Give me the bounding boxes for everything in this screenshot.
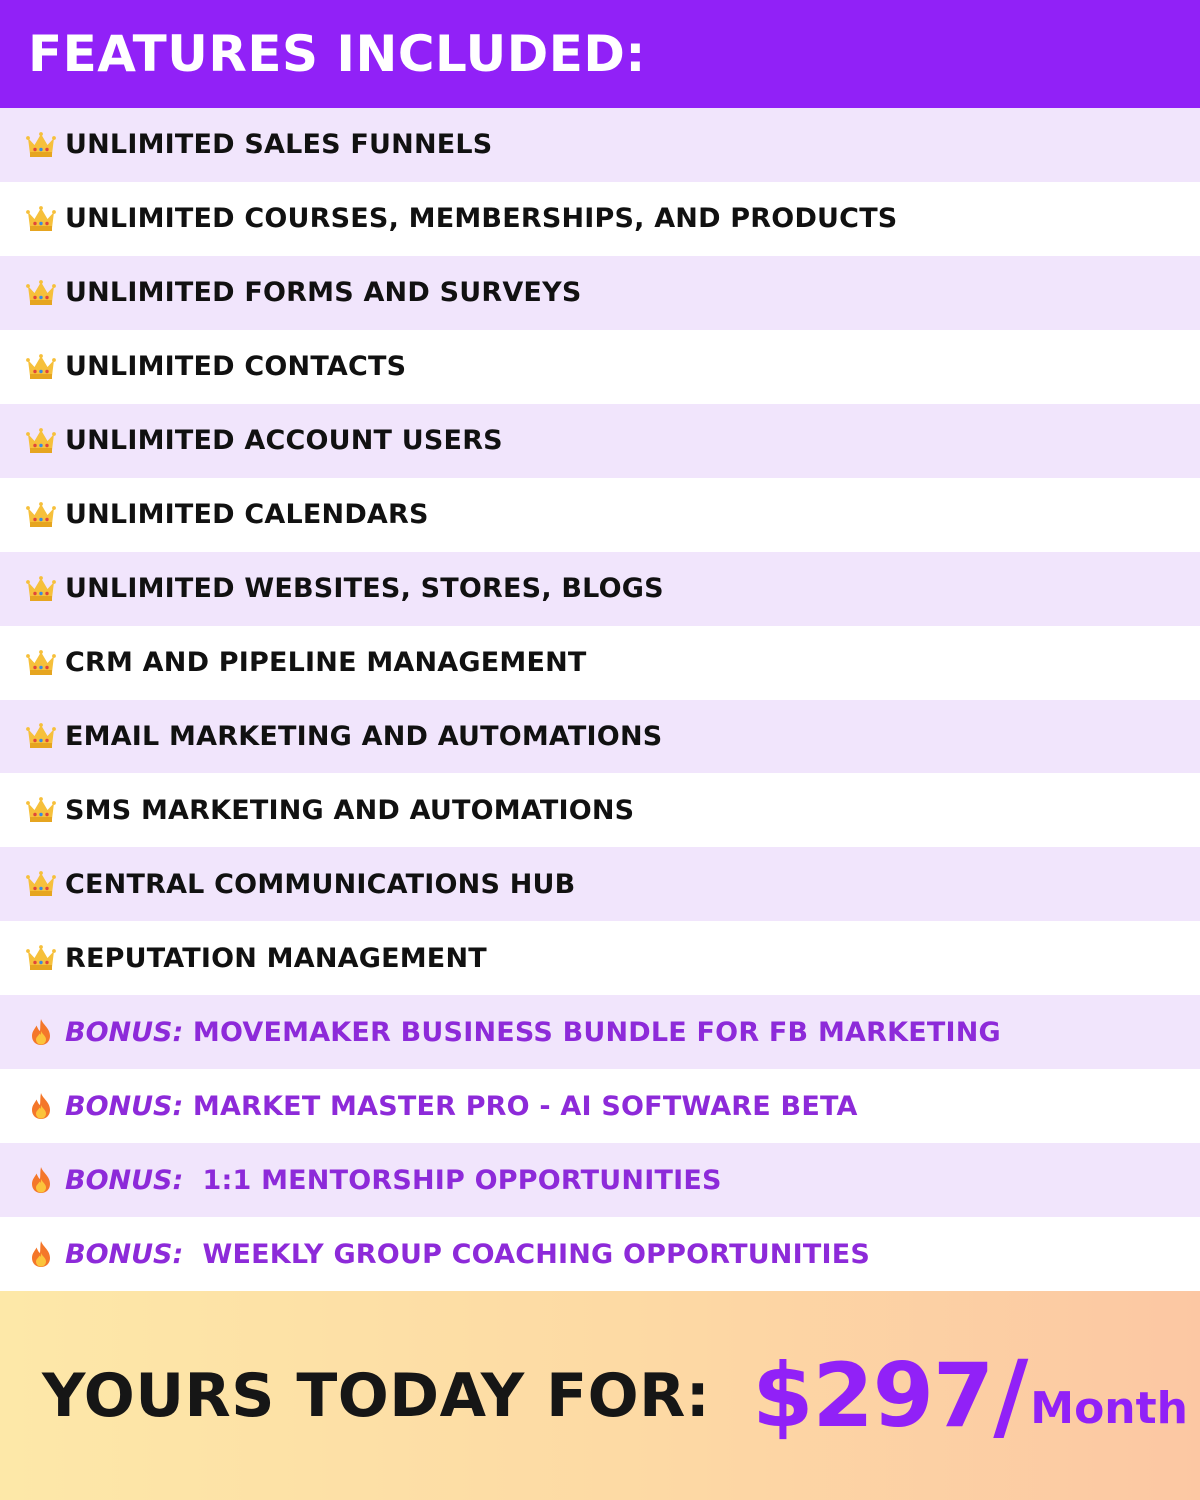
feature-text: UNLIMITED SALES FUNNELS	[65, 129, 493, 161]
bonus-item	[0, 1143, 1200, 1217]
crown-icon	[26, 648, 56, 678]
crown-icon	[26, 426, 56, 456]
bonus-label: BONUS:	[65, 1238, 184, 1270]
features-header	[0, 0, 1200, 108]
price-amount: $297	[752, 1344, 994, 1447]
feature-item	[0, 108, 1200, 182]
crown-icon	[26, 869, 56, 899]
feature-text: SMS MARKETING AND AUTOMATIONS	[65, 794, 635, 826]
bonus-item	[0, 1217, 1200, 1291]
bonus-text: WEEKLY GROUP COACHING OPPORTUNITIES	[183, 1238, 871, 1270]
feature-item	[0, 478, 1200, 552]
feature-item	[0, 552, 1200, 626]
fire-icon	[26, 1165, 56, 1195]
bonus-text: MOVEMAKER BUSINESS BUNDLE FOR FB MARKETING	[183, 1016, 1001, 1048]
feature-text: CENTRAL COMMUNICATIONS HUB	[65, 868, 576, 900]
price-label: YOURS TODAY FOR:	[42, 1360, 711, 1431]
feature-text: UNLIMITED CONTACTS	[65, 351, 407, 383]
feature-text: CRM AND PIPELINE MANAGEMENT	[65, 647, 587, 679]
bonus-label: BONUS:	[65, 1164, 184, 1196]
feature-item	[0, 626, 1200, 700]
feature-text: UNLIMITED COURSES, MEMBERSHIPS, AND PRODUCTS	[65, 203, 898, 235]
feature-item	[0, 330, 1200, 404]
crown-icon	[26, 352, 56, 382]
fire-icon	[26, 1239, 56, 1269]
bonus-text: 1:1 MENTORSHIP OPPORTUNITIES	[183, 1164, 722, 1196]
bonus-text: MARKET MASTER PRO - AI SOFTWARE BETA	[183, 1090, 858, 1122]
crown-icon	[26, 500, 56, 530]
crown-icon	[26, 943, 56, 973]
feature-item	[0, 700, 1200, 774]
fire-icon	[26, 1017, 56, 1047]
feature-text: UNLIMITED CALENDARS	[65, 499, 429, 531]
feature-item	[0, 182, 1200, 256]
bonus-label: BONUS:	[65, 1016, 184, 1048]
feature-item	[0, 847, 1200, 921]
feature-text: EMAIL MARKETING AND AUTOMATIONS	[65, 720, 663, 752]
feature-text: UNLIMITED WEBSITES, STORES, BLOGS	[65, 573, 664, 605]
features-list	[0, 108, 1200, 1291]
price-period: Month	[1030, 1383, 1188, 1434]
crown-icon	[26, 130, 56, 160]
bonus-item	[0, 1069, 1200, 1143]
feature-item	[0, 921, 1200, 995]
crown-icon	[26, 574, 56, 604]
features-title: FEATURES INCLUDED:	[28, 25, 646, 83]
feature-text: UNLIMITED ACCOUNT USERS	[65, 425, 503, 457]
feature-item	[0, 773, 1200, 847]
crown-icon	[26, 795, 56, 825]
crown-icon	[26, 204, 56, 234]
crown-icon	[26, 721, 56, 751]
price-slash: /	[993, 1339, 1029, 1452]
fire-icon	[26, 1091, 56, 1121]
bonus-item	[0, 995, 1200, 1069]
price-footer	[0, 1291, 1200, 1500]
crown-icon	[26, 278, 56, 308]
bonus-label: BONUS:	[65, 1090, 184, 1122]
feature-item	[0, 256, 1200, 330]
feature-text: REPUTATION MANAGEMENT	[65, 942, 487, 974]
feature-item	[0, 404, 1200, 478]
feature-text: UNLIMITED FORMS AND SURVEYS	[65, 277, 582, 309]
